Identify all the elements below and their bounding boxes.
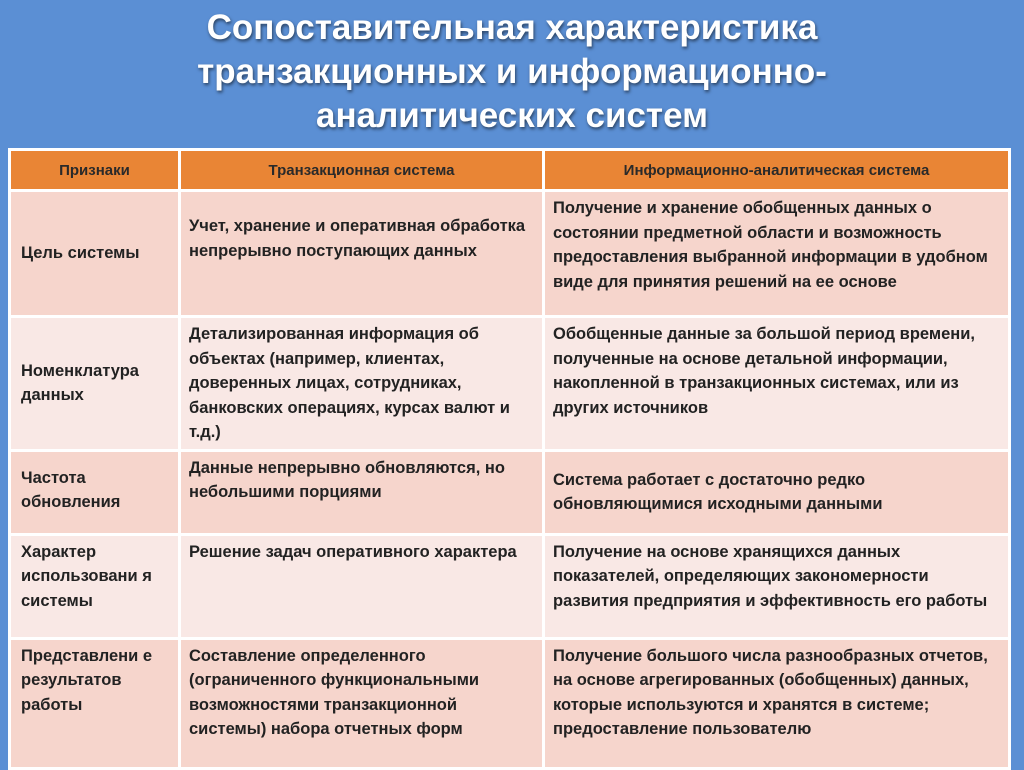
row-analytical: Получение большого числа разнообразных отчетов, на основе агрегированных (обобщенных) данных, которые используются и хранятся в системе; предоставление пользователю <box>544 638 1010 768</box>
row-transactional: Данные непрерывно обновляются, но небольшими порциями <box>180 450 544 534</box>
row-transactional: Детализированная информация об объектах (например, клиентах, доверенных лицах, сотрудниках, банковских операциях, курсах валют и т.д.) <box>180 317 544 451</box>
title-line-3: аналитических систем <box>316 96 708 135</box>
row-feature: Цель системы <box>10 191 180 317</box>
row-transactional: Решение задач оперативного характера <box>180 534 544 638</box>
row-feature: Номенклатура данных <box>10 317 180 451</box>
table-row <box>10 317 1010 451</box>
row-analytical: Система работает с достаточно редко обновляющимися исходными данными <box>544 450 1010 534</box>
title-line-1: Сопоставительная характеристика <box>206 8 818 47</box>
row-analytical: Получение на основе хранящихся данных показателей, определяющих закономерности развития предприятия и эффективность его работы <box>544 534 1010 638</box>
table-header-row <box>10 150 1010 191</box>
row-feature: Частота обновления <box>10 450 180 534</box>
comparison-table <box>8 148 1011 770</box>
slide-title <box>0 6 1024 138</box>
table-row <box>10 534 1010 638</box>
row-analytical: Обобщенные данные за большой период времени, полученные на основе детальной информации, накопленной в транзакционных системах, или из других источников <box>544 317 1010 451</box>
title-line-2: транзакционных и информационно- <box>197 52 827 91</box>
row-feature: Представлени е результатов работы <box>10 638 180 768</box>
row-transactional: Составление определенного (ограниченного функциональными возможностями транзакционной системы) набора отчетных форм <box>180 638 544 768</box>
header-features: Признаки <box>10 150 180 191</box>
table-row <box>10 191 1010 317</box>
row-transactional: Учет, хранение и оперативная обработка непрерывно поступающих данных <box>180 191 544 317</box>
row-analytical: Получение и хранение обобщенных данных о состоянии предметной области и возможность предоставления выбранной информации в удобном виде для принятия решений на ее основе <box>544 191 1010 317</box>
row-feature: Характер использовани я системы <box>10 534 180 638</box>
table-row <box>10 450 1010 534</box>
table-row <box>10 638 1010 768</box>
header-analytical: Информационно-аналитическая система <box>544 150 1010 191</box>
header-transactional: Транзакционная система <box>180 150 544 191</box>
